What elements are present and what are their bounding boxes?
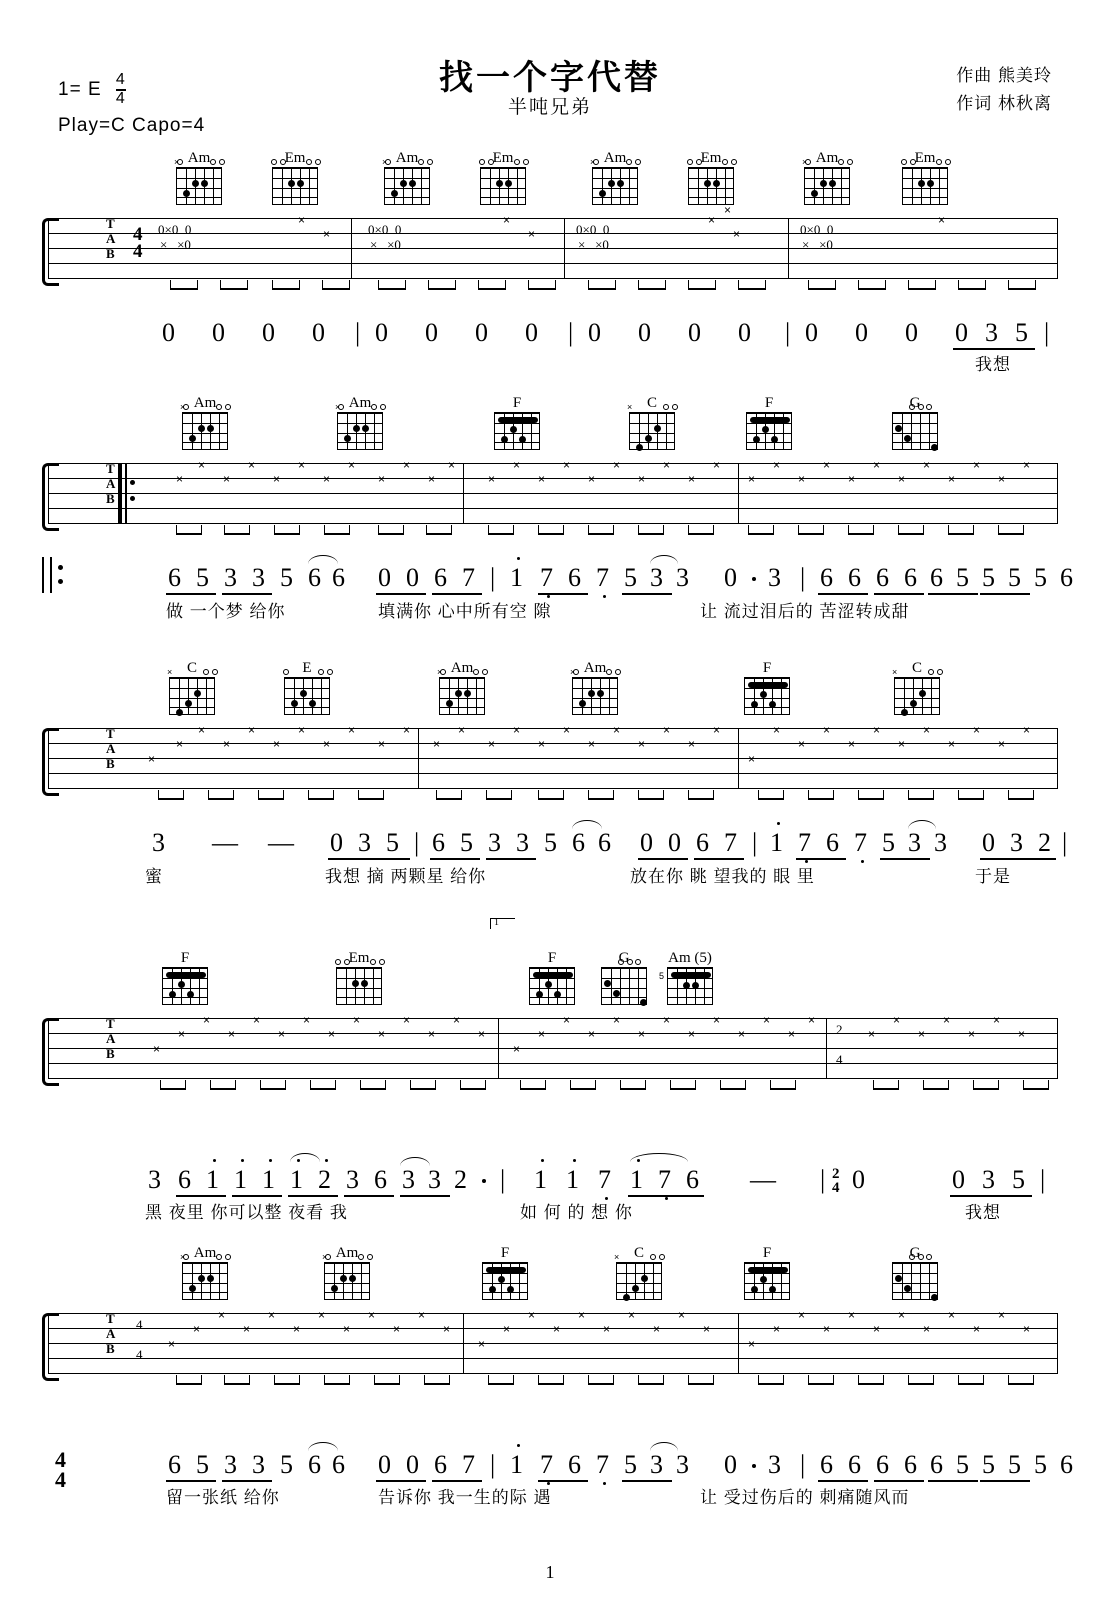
chord-name: Em	[492, 150, 514, 166]
chord-name: C	[646, 395, 657, 411]
tab-staff: T A B 2 4 × × × × × × × × × × × × × × × × × × × × × × × × × × × × × × × × × ×	[48, 1018, 1058, 1080]
chord-diagram: Am ×	[178, 1245, 232, 1300]
chord-diagram: Am ×	[320, 1245, 374, 1300]
chord-name: Am	[193, 395, 217, 411]
tab-clef: T A B	[106, 1311, 116, 1356]
time-change: 2 4	[832, 1166, 840, 1196]
chord-name: F	[762, 660, 772, 676]
chord-name: F	[547, 950, 557, 966]
tab-staff: T A B 4 4 0×0 0 × ×0 0×0 0 × ×0 0×0 0 × ×0 0×0 0 × ×0 × × × × × × × ×	[48, 218, 1058, 280]
chord-name: Am	[193, 1245, 217, 1261]
tab-clef: T A B	[106, 461, 116, 506]
chord-name: Am	[603, 150, 627, 166]
chord-diagram	[684, 150, 738, 205]
play-capo-label: Play=C Capo=4	[58, 115, 206, 136]
rhythm-beams	[48, 788, 1058, 810]
chord-name: Am	[583, 660, 607, 676]
chord-diagram: Am ×	[435, 660, 489, 715]
chord-name: G	[618, 950, 630, 966]
chord-diagram	[888, 1245, 942, 1300]
chord-name: C	[633, 1245, 644, 1261]
chord-diagram: Am ×	[333, 395, 387, 450]
chord-diagram	[888, 395, 942, 450]
chord-name: Am	[815, 150, 839, 166]
chord-diagram: Am ×	[178, 395, 232, 450]
chord-diagram: Am ×	[568, 660, 622, 715]
chord-name: F	[512, 395, 522, 411]
time-signature-denominator: 4	[115, 89, 126, 107]
chord-diagram	[280, 660, 334, 715]
staff-time-signature: 4 4	[133, 224, 143, 262]
tab-clef: T A B	[106, 216, 116, 261]
rhythm-beams	[48, 1373, 1058, 1395]
chord-name: G	[909, 1245, 921, 1261]
tab-staff: T A B 4 4 × × × × × × × × × × × × × × × × × × × × × × × × × × × × × × × × × ×	[48, 1313, 1058, 1375]
chord-name: Em	[284, 150, 306, 166]
chord-diagram: Am ×	[172, 150, 226, 205]
chord-diagram: C ×	[625, 395, 679, 450]
chord-name: E	[302, 660, 312, 676]
tab-clef: T A B	[106, 1016, 116, 1061]
chord-name: F	[762, 1245, 772, 1261]
chord-diagram: Am (5) 5	[663, 950, 717, 1005]
rhythm-beams	[48, 1078, 1058, 1100]
chord-diagram	[332, 950, 386, 1005]
composer-label: 作曲 熊美玲	[956, 66, 1052, 85]
chord-diagram: Am ×	[380, 150, 434, 205]
chord-diagram	[898, 150, 952, 205]
chord-diagram: C ×	[612, 1245, 666, 1300]
page-title: 找一个字代替	[439, 59, 661, 97]
chord-name: C	[911, 660, 922, 676]
rhythm-beams	[48, 278, 1058, 300]
chord-name: Am	[187, 150, 211, 166]
chord-name: Em	[348, 950, 370, 966]
repeat-start-barline	[118, 463, 128, 525]
time-signature-staff: 4 4	[55, 1447, 66, 1492]
chord-name: Am (5)	[668, 950, 712, 966]
tab-clef: T A B	[106, 726, 116, 771]
tab-staff: T A B × × × × × × × × × × × × × × × × × × × × × × × × × × × × × × × × × ×	[48, 463, 1058, 525]
chord-name: C	[186, 660, 197, 676]
chord-diagram: C ×	[165, 660, 219, 715]
chord-name: Am	[450, 660, 474, 676]
chord-name: F	[764, 395, 774, 411]
chord-diagram	[740, 660, 794, 715]
chord-diagram	[740, 1245, 794, 1300]
chord-diagram: Am ×	[800, 150, 854, 205]
time-signature-numerator: 4	[115, 71, 126, 88]
artist-name: 半吨兄弟	[507, 97, 592, 118]
sheet-music-page: 1= E $\frac{4}{4}$ Play=C Capo=4 找一个字代替 半吨兄弟 作曲 熊美玲 作词 林秋离 Am × Em Am × Em Am × Em Am × Em T A B 4 4 0×0 0 × ×0 0×0 0 × ×0 0×0 0 × ×0 0×0 0 × ×0 × × × × × × × × 0 0 0 0 | 0 0 0 0 | 0 0 0 0 | 0 0 0 0 3 5 | 我想 Am × Am × F C × F G T A B × × × × × × × × × × × × × × × × × × × × × × × × × × × × × × × × × × 6 5 3 3 5 6 6 0 0 6 7 | 1 7 6 7 5 3 3 0 3 | 6 6 6 6 6 5 5 5 5 6 做 一个梦 给你 填满你 心中所有空 隙 让 流过泪后的 苦涩转成甜 C × E Am × Am × F C × T A B × × × × × × × × × × × × × × × × × × × × × × × × × × × × × × × × × × × 3 — — 0 3 5 | 6 5 3 3 5 6 6 0 0 6 7 | 1 7 6 7 5 3 3 0 3 2 | 蜜 我想 摘 两颗星 给你 放在你 眺 望我的 眼 里 于是 1 F Em F G Am (5) 5 T A B 2 4 × × × × × × × × × × × × × × × × × × × × × × × × × × × × × × × × × × 3 6 1 1 1 1 2 3 6 3 3 2 | 1 1 7 1 7 6 — | 2 4 0 0 3 5 | 黑 夜里 你可以整 夜看 我 如 何 的 想 你 我想 Am × Am × F C × F G T A B 4 4 × × × × × × × × × × × × × × × × × × × × × × × × × × × × × × × × × × 4 4 6 5 3 3 5 6 6 0 0 6 7 | 1 7 6 7 5 3 3 0 3 | 6 6 6 6 6 5 5 5 5 6 留一张纸 给你 告诉你 我一生的际 遇 让 受过伤后的 刺痛随风而 1	[0, 0, 1100, 1597]
page-number: 1	[545, 1562, 555, 1582]
chord-diagram: Am ×	[588, 150, 642, 205]
chord-name: Am	[348, 395, 372, 411]
lyricist-label: 作词 林秋离	[956, 94, 1052, 113]
chord-diagram: C ×	[890, 660, 944, 715]
tab-staff: T A B × × × × × × × × × × × × × × × × × × × × × × × × × × × × × × × × × × ×	[48, 728, 1058, 790]
volta-bracket: 1	[490, 918, 515, 929]
chord-name: Em	[700, 150, 722, 166]
chord-name: Em	[914, 150, 936, 166]
chord-name: F	[500, 1245, 510, 1261]
chord-diagram	[476, 150, 530, 205]
chord-name: Am	[395, 150, 419, 166]
chord-diagram	[158, 950, 212, 1005]
chord-diagram	[597, 950, 651, 1005]
chord-diagram	[525, 950, 579, 1005]
chord-diagram	[490, 395, 544, 450]
chord-diagram	[268, 150, 322, 205]
chord-name: G	[909, 395, 921, 411]
chord-name: Am	[335, 1245, 359, 1261]
key-label: 1= E	[58, 78, 102, 100]
chord-name: F	[180, 950, 190, 966]
credits	[956, 62, 1052, 118]
chord-diagram	[742, 395, 796, 450]
chord-diagram	[478, 1245, 532, 1300]
rhythm-beams	[48, 523, 1058, 545]
